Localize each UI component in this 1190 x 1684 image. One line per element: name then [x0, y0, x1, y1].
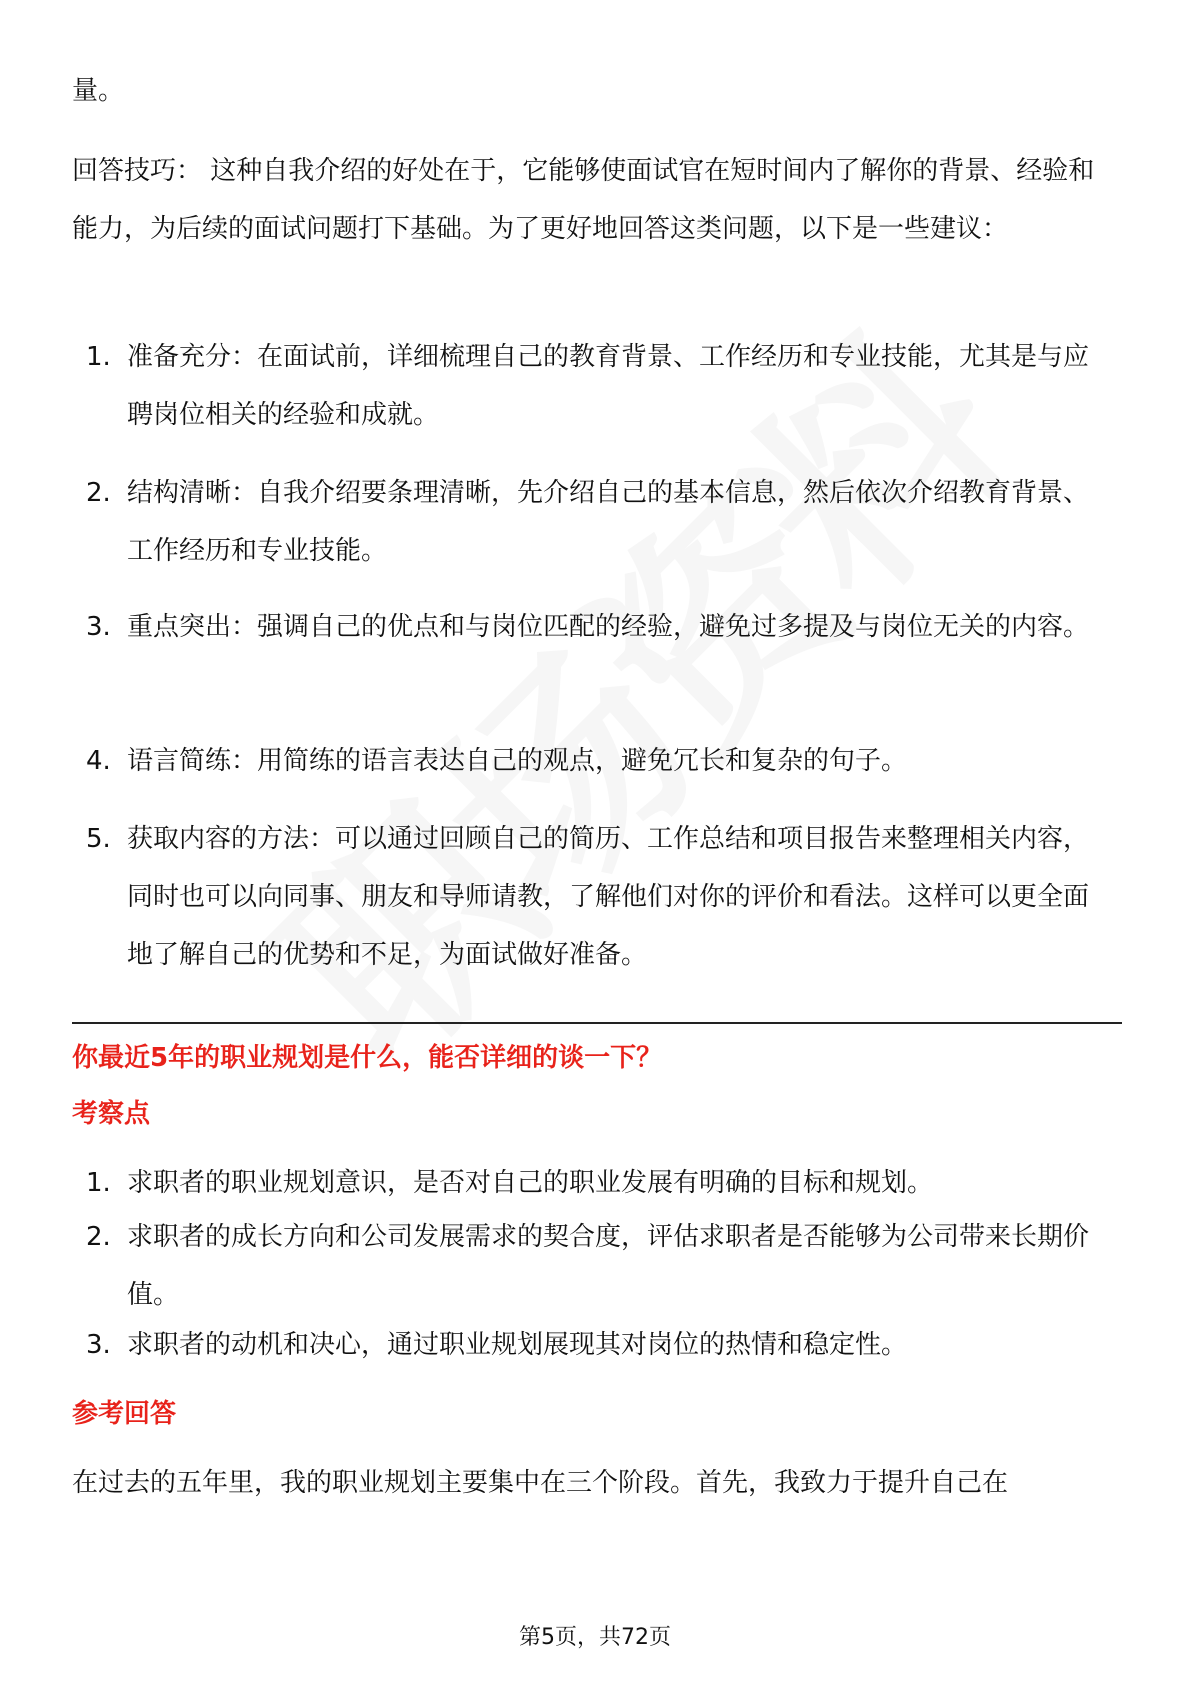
reference-answer-start: 在过去的五年里，我的职业规划主要集中在三个阶段。首先，我致力于提升自己在: [72, 1468, 1009, 1498]
reference-heading: 参考回答: [72, 1399, 177, 1429]
tip-number: 5.: [86, 824, 111, 854]
point-text: 求职者的动机和决心，通过职业规划展现其对岗位的热情和稳定性。: [127, 1330, 908, 1360]
point-number: 1.: [86, 1168, 111, 1198]
point-text: 求职者的职业规划意识，是否对自己的职业发展有明确的目标和规划。: [127, 1168, 934, 1198]
tip-text: 结构清晰：自我介绍要条理清晰，先介绍自己的基本信息，然后依次介绍教育背景、工作经历和专业技能。: [127, 478, 1090, 566]
tip-text: 语言简练：用简练的语言表达自己的观点，避免冗长和复杂的句子。: [127, 746, 908, 776]
intro-tail: 量。: [72, 76, 125, 106]
tip-number: 2.: [86, 478, 111, 508]
tip-number: 1.: [86, 342, 111, 372]
examine-heading: 考察点: [72, 1099, 151, 1129]
point-number: 2.: [86, 1222, 111, 1252]
tip-text: 重点突出：强调自己的优点和与岗位匹配的经验，避免过多提及与岗位无关的内容。: [127, 612, 1090, 642]
tip-text: 获取内容的方法：可以通过回顾自己的简历、工作总结和项目报告来整理相关内容，同时也可以向同事、朋友和导师请教，了解他们对你的评价和看法。这样可以更全面地了解自己的优势和不足，为面试做好准备。: [127, 824, 1090, 970]
question-heading: 你最近5年的职业规划是什么，能否详细的谈一下？: [72, 1043, 663, 1073]
section-divider: [72, 1022, 1122, 1024]
tip-number: 4.: [86, 746, 111, 776]
point-number: 3.: [86, 1330, 111, 1360]
point-text: 求职者的成长方向和公司发展需求的契合度，评估求职者是否能够为公司带来长期价值。: [127, 1222, 1090, 1310]
answer-tip-paragraph: 回答技巧： 这种自我介绍的好处在于，它能够使面试官在短时间内了解你的背景、经验和能力，为后续的面试问题打下基础。为了更好地回答这类问题，以下是一些建议：: [72, 156, 1095, 244]
tip-text: 准备充分：在面试前，详细梳理自己的教育背景、工作经历和专业技能，尤其是与应聘岗位相关的经验和成就。: [127, 342, 1090, 430]
tip-number: 3.: [86, 612, 111, 642]
page-footer: 第5页，共72页: [519, 1625, 671, 1650]
